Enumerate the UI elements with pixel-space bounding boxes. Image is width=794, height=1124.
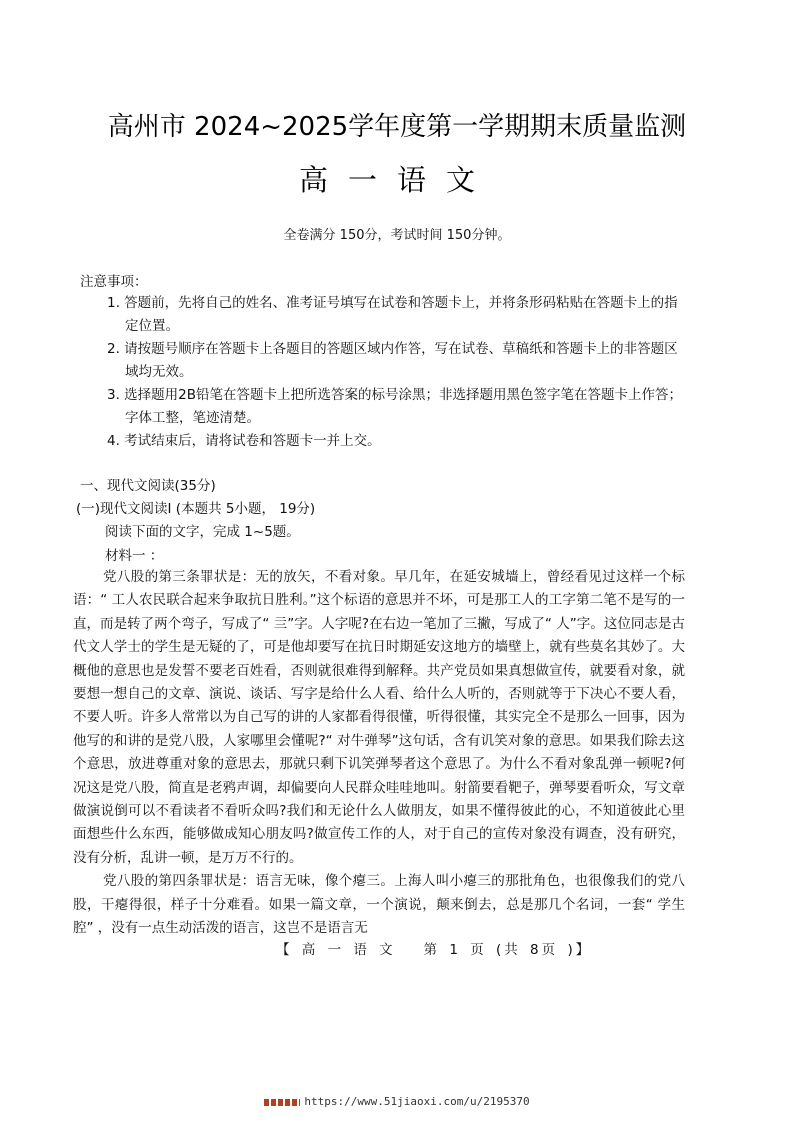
watermark-url: https://www.51jiaoxi.com/u/2195370	[304, 1095, 530, 1108]
material-label: 材料一 ：	[105, 548, 164, 564]
notice-item: 4. 考试结束后，请将试卷和答题卡一并上交。	[107, 433, 381, 449]
notice-item: 3. 选择题用2B铅笔在答题卡上把所选答案的标号涂黑；非选择题用黑色签字笔在答题卡上作答；字体工整，笔迹清楚。	[107, 387, 683, 426]
reading-instruction: 阅读下面的文字，完成 1~5题。	[105, 524, 300, 540]
source-watermark	[0, 1095, 794, 1108]
passage-paragraph: 党八股的第四条罪状是：语言无味，像个瘪三。上海人叫小瘪三的那批角色，也很像我们的党八股，干瘪得很，样子十分难看。如果一篇文章，一个演说，颠来倒去，总是那几个名词，一套“ 学生腔” ，没有一点生动活泼的语言，这岂不是语言无	[73, 873, 685, 937]
subsection-heading: (一)现代文阅读Ⅰ (本题共 5小题， 19分)	[76, 501, 316, 517]
notice-item: 2. 请按题号顺序在答题卡上各题目的答题区域内作答，写在试卷、草稿纸和答题卡上的非答题区域均无效。	[107, 341, 678, 380]
notice-list	[107, 292, 687, 454]
notice-heading: 注意事项：	[80, 274, 148, 290]
section-heading: 一、现代文阅读(35分)	[80, 478, 216, 494]
passage-paragraph: 党八股的第三条罪状是：无的放矢，不看对象。早几年，在延安城墙上，曾经看见过这样一个标语：“ 工人农民联合起来争取抗日胜利。”这个标语的意思并不坏，可是那工人的工字第二笔不是写的一直，而是转了两个弯子，写成了“ 亖”字。人字呢?在右边一笔加了三撇，写成了“ 人”字。这位同志是古代文人学士的学生是无疑的了，可是他却要写在抗日时期延安这地方的墙壁上，就有些莫名其妙了。大概他的意思也是发誓不要老百姓看，否则就很难得到解释。共产党员如果真想做宣传，就要看对象，就要想一想自己的文章、演说、谈话、写字是给什么人看、给什么人听的，否则就等于下决心不要人看，不要人听。许多人常常以为自己写的讲的人家都看得很懂，听得很懂，其实完全不是那么一回事，因为他写的和讲的是党八股，人家哪里会懂呢?“ 对牛弹琴”这句话，含有讥笑对象的意思。如果我们除去这个意思，放进尊重对象的意思去，那就只剩下讥笑弹琴者这个意思了。为什么不看对象乱弹一顿呢?何况这是党八股，简直是老鸦声调，却偏要向人民群众哇哇地叫。射箭要看靶子，弹琴要看听众，写文章做演说倒可以不看读者不看听众吗?我们和无论什么人做朋友，如果不懂得彼此的心，不知道彼此心里面想些什么东西，能够做成知心朋友吗?做宣传工作的人，对于自己的宣传对象没有调查，没有研究，没有分析，乱讲一顿，是万万不行的。	[73, 569, 685, 866]
passage-text	[73, 566, 685, 941]
subject-title: 高一语文	[298, 163, 495, 197]
notice-item: 1. 答题前，先将自己的姓名、准考证号填写在试卷和答题卡上，并将条形码粘贴在答题卡上的指定位置。	[107, 295, 678, 334]
page-footer: 【 高 一 语 文 第 1 页 (共 8页 )】	[276, 942, 593, 958]
score-note: 全卷满分 150分，考试时间 150分钟。	[283, 228, 511, 243]
watermark-logo-icon	[264, 1099, 300, 1106]
exam-title: 高州市 2024~2025学年度第一学期期末质量监测	[107, 112, 687, 142]
